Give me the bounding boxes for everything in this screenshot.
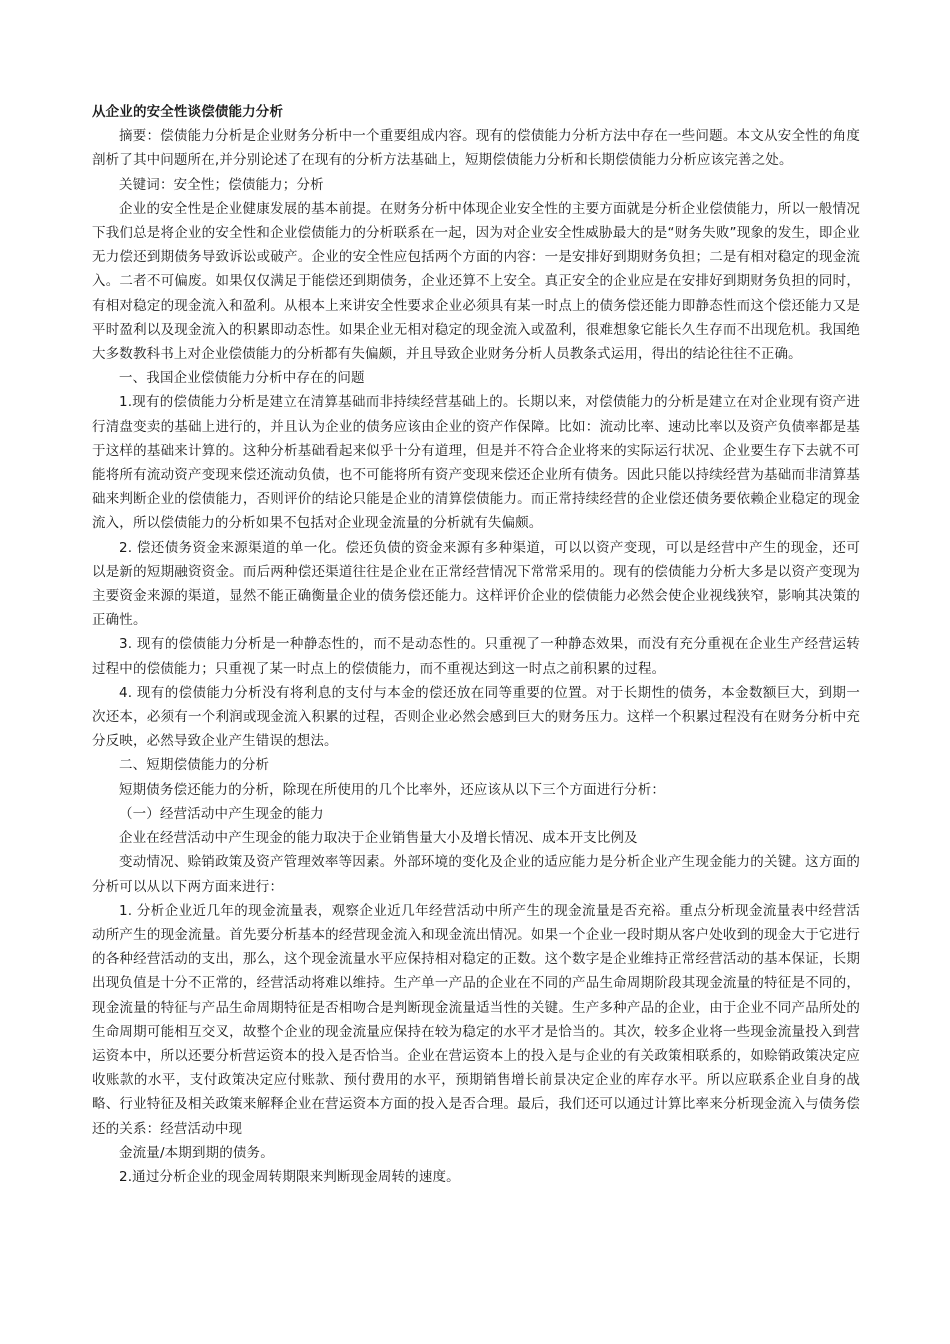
cash-ability-paragraph: 企业在经营活动中产生现金的能力取决于企业销售量大小及增长情况、成本开支比例及 xyxy=(119,830,638,847)
cashflow-analysis-paragraph: 1. 分析企业近几年的现金流量表，观察企业近几年经营活动中所产生的现金流量是否充裕。重点分析现金流量表中经营活动所产生的现金流量。首先要分析基本的经营现金流入和现金流出情况。如果一个企业一段时期从客户处收到的现金大于它进行的各种经营活动的支出，那么，这个现金流量水平应保持相对稳定的正数。这个数字是企业维持正常经营活动的基本保证，长期出现负值是十分不正常的，经营活动将难以维持。生产单一产品的企业在不同的产品生命周期阶段其现金流量的特征是不同的，现金流量的特征与产品生命周期特征是否相吻合是判断现金流量适当性的关键。生产多种产品的企业，由于企业不同产品所处的生命周期可能相互交叉，故整个企业的现金流量应保持在较为稳定的水平才是恰当的。其次，较多企业将一些现金流量投入到营运资本中，所以还要分析营运资本的投入是否恰当。企业在营运资本上的投入是与企业的有关政策相联系的，如赊销政策决定应收账款的水平，支付政策决定应付账款、预付费用的水平，预期销售增长前景决定企业的库存水平。所以应联系企业自身的战略、行业特征及相关政策来解释企业在营运资本方面的投入是否合理。最后，我们还可以通过计算比率来分析现金流入与债务偿还的关系：经营活动中现 xyxy=(92,902,860,1137)
document-page xyxy=(92,100,860,1189)
subsection-heading-1: （一）经营活动中产生现金的能力 xyxy=(119,805,324,822)
abstract-paragraph: 摘要：偿债能力分析是企业财务分析中一个重要组成内容。现有的偿债能力分析方法中存在一些问题。本文从安全性的角度剖析了其中问题所在,并分别论述了在现有的分析方法基础上，短期偿债能力分析和长期偿债能力分析应该完善之处。 xyxy=(92,128,860,169)
problem-paragraph-3: 3. 现有的偿债能力分析是一种静态性的，而不是动态性的。只重视了一种静态效果，而没有充分重视在企业生产经营运转过程中的偿债能力；只重视了某一时点上的偿债能力，而不重视达到这一时点之前积累的过程。 xyxy=(92,636,860,677)
cash-cycle-paragraph: 2.通过分析企业的现金周转期限来判断现金周转的速度。 xyxy=(119,1168,460,1185)
section-heading-2: 二、短期偿债能力的分析 xyxy=(119,757,270,774)
problem-paragraph-2: 2. 偿还债务资金来源渠道的单一化。偿还负债的资金来源有多种渠道，可以以资产变现，可以是经营中产生的现金，还可以是新的短期融资资金。而后两种偿还渠道往往是企业在正常经营情况下常常采用的。现有的偿债能力分析大多是以资产变现为主要资金来源的渠道，显然不能正确衡量企业的债务偿还能力。这样评价企业的偿债能力必然会使企业视线狭窄，影响其决策的正确性。 xyxy=(92,539,860,629)
short-term-intro-paragraph: 短期债务偿还能力的分析，除现在所使用的几个比率外，还应该从以下三个方面进行分析： xyxy=(119,781,665,798)
intro-paragraph: 企业的安全性是企业健康发展的基本前提。在财务分析中体现企业安全性的主要方面就是分析企业偿债能力，所以一般情况下我们总是将企业的安全性和企业偿债能力的分析联系在一起，因为对企业安全性威胁最大的是“财务失败”现象的发生，即企业无力偿还到期债务导致诉讼或破产。企业的安全性应包括两个方面的内容：一是安排好到期财务负担；二是有相对稳定的现金流入。二者不可偏废。如果仅仅满足于能偿还到期债务，企业还算不上安全。真正安全的企业应是在安排好到期财务负担的同时，有相对稳定的现金流入和盈利。从根本上来讲安全性要求企业必须具有某一时点上的债务偿还能力即静态性而这个偿还能力又是平时盈利以及现金流入的积累即动态性。如果企业无相对稳定的现金流入或盈利，很难想象它能长久生存而不出现危机。我国绝大多数教科书上对企业偿债能力的分析都有失偏颇，并且导致企业财务分析人员教条式运用，得出的结论往往不正确。 xyxy=(92,200,860,363)
problem-paragraph-4: 4. 现有的偿债能力分析没有将利息的支付与本金的偿还放在同等重要的位置。对于长期性的债务，本金数额巨大，到期一次还本，必须有一个利润或现金流入积累的过程，否则企业必然会感到巨大的财务压力。这样一个积累过程没有在财务分析中充分反映，必然导致企业产生错误的想法。 xyxy=(92,684,860,750)
section-heading-1: 一、我国企业偿债能力分析中存在的问题 xyxy=(119,370,365,387)
document-title: 从企业的安全性谈偿债能力分析 xyxy=(92,104,284,120)
factors-paragraph: 变动情况、赊销政策及资产管理效率等因素。外部环境的变化及企业的适应能力是分析企业产生现金能力的关键。这方面的分析可以从以下两方面来进行： xyxy=(92,854,860,895)
keywords-paragraph: 关键词：安全性；偿债能力；分析 xyxy=(119,176,324,193)
problem-paragraph-1: 1.现有的偿债能力分析是建立在清算基础而非持续经营基础上的。长期以来，对偿债能力的分析是建立在对企业现有资产进行清盘变卖的基础上进行的，并且认为企业的债务应该由企业的资产作保障。比如：流动比率、速动比率以及资产负债率都是基于这样的基础来计算的。这种分析基础看起来似乎十分有道理，但是并不符合企业将来的实际运行状况、企业要生存下去就不可能将所有流动资产变现来偿还流动负债，也不可能将所有资产变现来偿还企业所有债务。因此只能以持续经营为基础而非清算基础来判断企业的偿债能力，否则评价的结论只能是企业的清算偿债能力。而正常持续经营的企业偿还债务要依赖企业稳定的现金流入，所以偿债能力的分析如果不包括对企业现金流量的分析就有失偏颇。 xyxy=(92,394,860,532)
ratio-continuation-paragraph: 金流量/本期到期的债务。 xyxy=(119,1144,274,1161)
